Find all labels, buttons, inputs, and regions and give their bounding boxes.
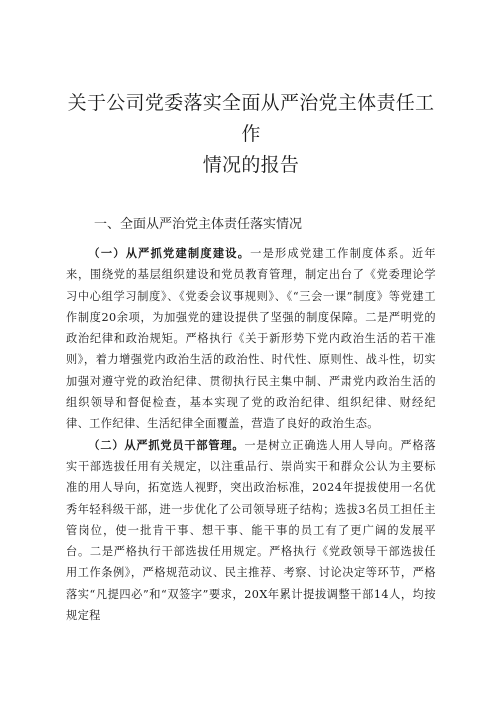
paragraph-lead: （一）从严抓党建制度建设。 (88, 246, 251, 260)
title-line-1: 关于公司党委落实全面从严治党主体责任工作 (67, 92, 435, 145)
title-line-2: 情况的报告 (202, 154, 300, 176)
paragraph-lead: （二）从严抓党员干部管理。 (88, 437, 245, 452)
paragraph-party-building (66, 243, 436, 435)
document-title (66, 0, 436, 181)
paragraph-body: 一是形成党建工作制度体系。近年来，围绕党的基层组织建设和党员教育管理，制定出台了《党委理论学习中心组学习制度》、《党委会议事规则》、《“三会一课”制度》等党建工作制度20余项，为加强党的建设提供了坚强的制度保障。二是严明党的政治纪律和政治规矩。严格执行《关于新形势下党内政治生活的若干准则》，着力增强党内政治生活的政治性、时代性、原则性、战斗性，切实加强对遵守党的政治纪律、贯彻执行民主集中制、严肃党内政治生活的组织领导和督促检查，基本实现了党的政治纪律、组织纪律、财经纪律、工作纪律、生活纪律全面覆盖，营造了良好的政治生态。 (66, 247, 436, 431)
paragraph-cadre-management (66, 435, 436, 627)
section-heading: 一、全面从严治党主体责任落实情况 (94, 217, 303, 232)
paragraph-body: 一是树立正确选人用人导向。严格落实干部选拔任用有关规定，以注重品行、崇尚实干和群众公认为主要标准的用人导向，拓宽选人视野，突出政治标准，2024年提拔使用一名优秀年轻科级干部，进一步优化了公司领导班子结构；选拔3名员工担任主管岗位，使一批肯干事、想干事、能干事的员工有了更广阔的发展平台。二是严格执行干部选拔任用规定。严格执行《党政领导干部选拔任用工作条例》，严格规范动议、民主推荐、考察、讨论决定等环节，严格落实“凡提四必”和“双签字”要求，20X年累计提拔调整干部14人，均按规定程 (66, 438, 437, 623)
